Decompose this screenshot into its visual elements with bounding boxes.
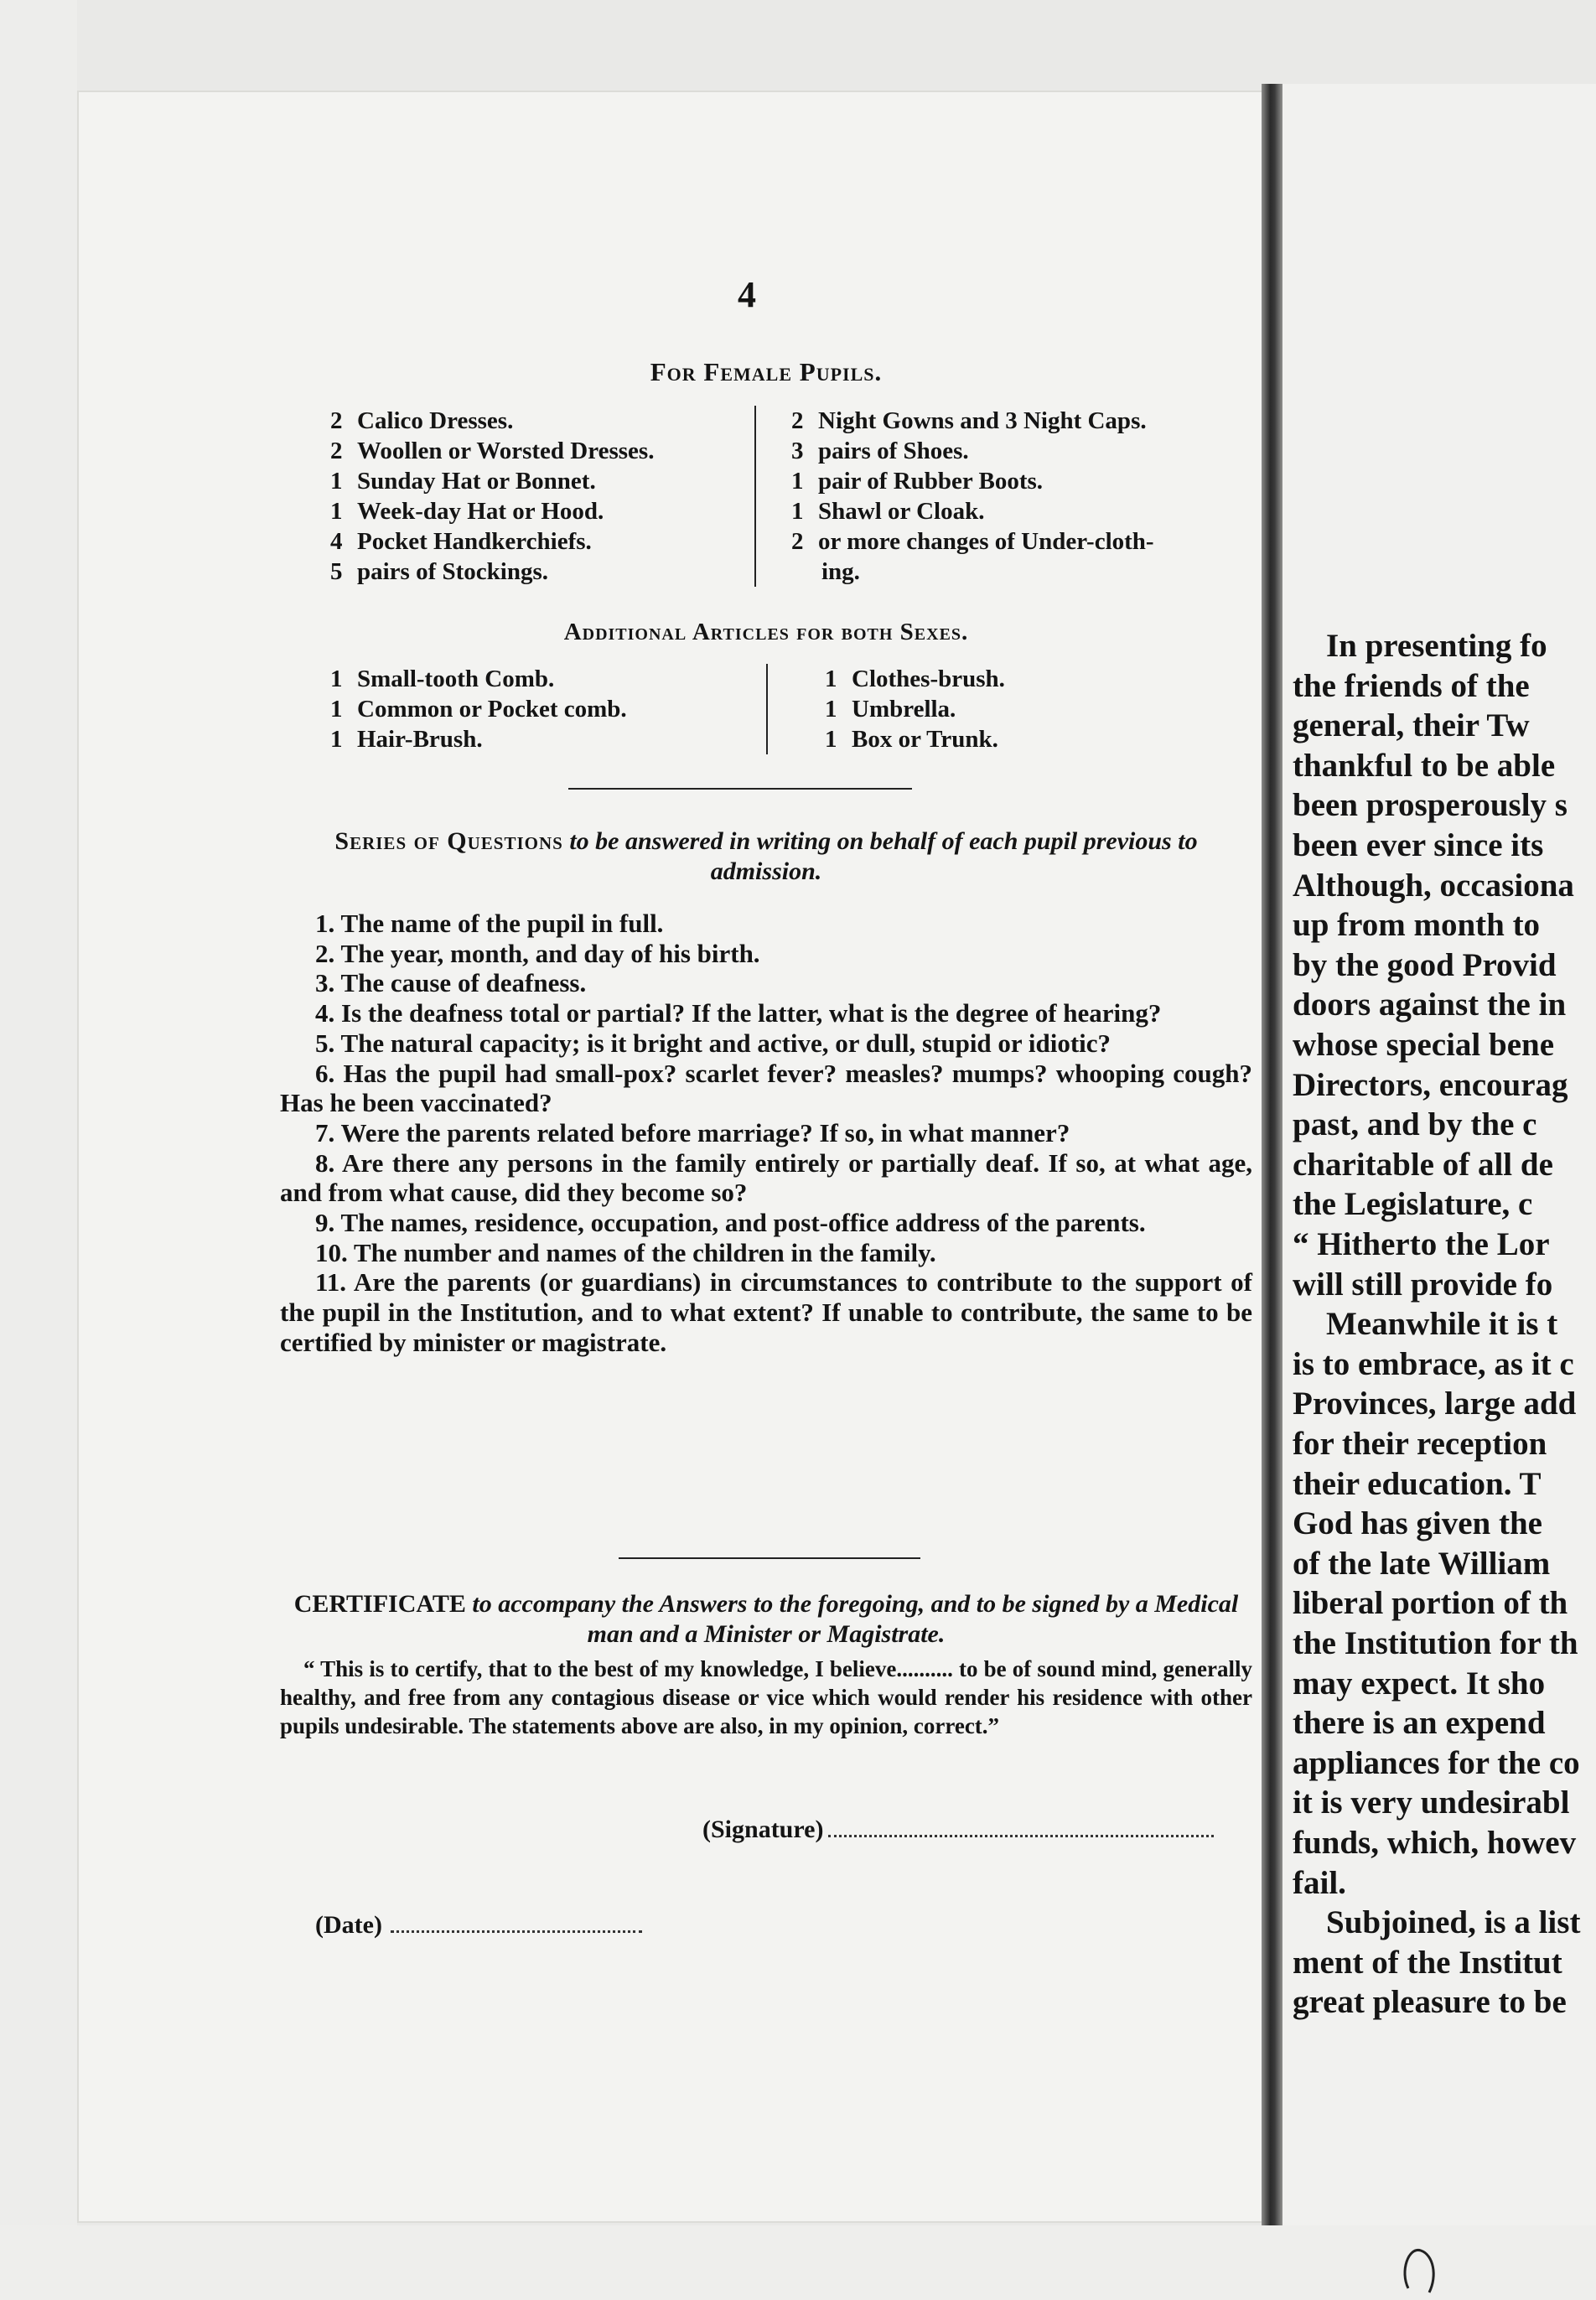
question-item: 1. The name of the pupil in full. <box>315 909 664 938</box>
question-item: 2. The year, month, and day of his birth. <box>315 938 760 968</box>
list-item <box>330 526 654 557</box>
item-text: pairs of Stockings. <box>357 558 549 585</box>
scan-background-left <box>0 0 77 2300</box>
item-text: Small-tooth Comb. <box>357 666 555 692</box>
certificate-rest: to accompany the Answers to the foregoing, and to be signed by a Medical man and a Minister or Magistrate. <box>472 1590 1239 1648</box>
right-page-line: thankful to be able <box>1293 747 1556 784</box>
right-page-line: will still provide fo <box>1293 1266 1553 1303</box>
date-line <box>315 1911 642 1940</box>
item-text: Pocket Handkerchiefs. <box>357 528 592 555</box>
series-lead: Series of Questions <box>334 827 563 855</box>
bleed-through <box>0 0 1 1</box>
additional-articles-heading: Additional Articles for both Sexes. <box>563 619 969 645</box>
right-page-line: Subjoined, is a list <box>1326 1904 1581 1941</box>
right-page-line: past, and by the c <box>1293 1106 1537 1143</box>
right-page-line: charitable of all de <box>1293 1146 1553 1183</box>
question-item: 4. Is the deafness total or partial? If the latter, what is the degree of hearing? <box>315 998 1162 1028</box>
list-item <box>330 436 654 466</box>
item-quantity: 1 <box>791 468 804 495</box>
right-page-line: up from month to <box>1293 907 1541 944</box>
question-item: 9. The names, residence, occupation, and post-office address of the parents. <box>315 1208 1146 1238</box>
signature-label: (Signature) <box>702 1816 824 1843</box>
item-quantity: 2 <box>791 528 804 555</box>
item-text: or more changes of Under-cloth- <box>818 528 1154 555</box>
item-text: ing. <box>821 558 860 585</box>
item-quantity: 5 <box>330 558 343 585</box>
right-page-line: doors against the in <box>1293 987 1567 1023</box>
list-item <box>791 466 1154 496</box>
list-item <box>330 496 654 526</box>
scan-corner-mark <box>1391 2230 1450 2297</box>
column-divider <box>754 406 756 587</box>
list-item <box>330 406 654 436</box>
right-page-line: funds, which, howev <box>1293 1825 1577 1861</box>
item-text: pairs of Shoes. <box>818 438 969 464</box>
item-text: Umbrella. <box>852 696 956 723</box>
item-quantity: 2 <box>330 438 343 464</box>
right-page-line: the friends of the <box>1293 667 1530 704</box>
list-item <box>791 496 1154 526</box>
item-quantity: 1 <box>330 468 343 495</box>
right-page-line: of the late William <box>1293 1545 1551 1582</box>
right-page-line: is to embrace, as it c <box>1293 1345 1574 1382</box>
list-item <box>791 406 1154 436</box>
additional-list-right <box>825 664 1005 754</box>
question-item: 3. The cause of deafness. <box>315 968 587 998</box>
item-quantity: 1 <box>825 726 837 753</box>
right-page-line: In presenting fo <box>1326 628 1547 664</box>
item-quantity: 1 <box>825 696 837 723</box>
list-item <box>330 557 654 587</box>
certificate-lead: CERTIFICATE <box>293 1590 466 1618</box>
signature-line <box>702 1816 1214 1844</box>
item-quantity: 1 <box>791 498 804 525</box>
right-page-line: Provinces, large add <box>1293 1386 1577 1422</box>
series-heading <box>280 826 1252 887</box>
right-page-line: ment of the Institut <box>1293 1944 1562 1981</box>
female-list-right <box>791 406 1154 587</box>
page-number: 4 <box>738 274 756 315</box>
item-quantity: 3 <box>791 438 804 464</box>
female-pupils-heading: For Female Pupils. <box>650 357 883 386</box>
right-page-line: Although, occasiona <box>1293 867 1574 904</box>
book-gutter <box>1262 84 1283 2230</box>
question-item: 8. Are there any persons in the family entirely or partially deaf. If so, at what age, and from what cause, did they become so? <box>280 1147 1252 1208</box>
list-item <box>791 436 1154 466</box>
item-text: Common or Pocket comb. <box>357 696 627 723</box>
right-page-line: by the good Provid <box>1293 946 1557 983</box>
item-text: Sunday Hat or Bonnet. <box>357 468 596 495</box>
question-item: 5. The natural capacity; is it bright and active, or dull, stupid or idiotic? <box>315 1028 1112 1058</box>
right-page-line: God has given the <box>1293 1505 1542 1542</box>
question-item: 7. Were the parents related before marriage? If so, in what manner? <box>315 1117 1070 1147</box>
list-item <box>330 724 627 754</box>
series-rest: to be answered in writing on behalf of each pupil previous to admission. <box>569 827 1198 885</box>
right-page-line: whose special bene <box>1293 1027 1554 1063</box>
questions-list <box>280 909 1252 1358</box>
question-item: 10. The number and names of the children in the family. <box>315 1237 936 1267</box>
list-item <box>825 694 1005 724</box>
item-text: Box or Trunk. <box>852 726 998 753</box>
item-text: Hair-Brush. <box>357 726 483 753</box>
right-page-line: the Institution for th <box>1293 1625 1578 1661</box>
item-quantity: 2 <box>330 407 343 434</box>
right-page-line: their education. T <box>1293 1465 1542 1502</box>
female-list-left <box>330 406 654 587</box>
right-page-line: Meanwhile it is t <box>1326 1306 1558 1343</box>
list-item <box>791 526 1154 557</box>
right-page-line: liberal portion of th <box>1293 1585 1568 1622</box>
item-quantity: 1 <box>330 696 343 723</box>
item-quantity: 2 <box>791 407 804 434</box>
right-page-line: the Legislature, c <box>1293 1186 1533 1223</box>
list-item <box>791 557 1154 587</box>
signature-dots <box>828 1835 1214 1837</box>
item-text: Week-day Hat or Hood. <box>357 498 604 525</box>
question-item: 11. Are the parents (or guardians) in circumstances to contribute to the support of the pupil in the Institution, and to what extent? If unable to contribute, the same to be certified by minister or magistrate. <box>280 1267 1252 1357</box>
right-page-line: general, their Tw <box>1293 707 1530 744</box>
right-page-line: fail. <box>1293 1864 1346 1901</box>
list-item <box>825 724 1005 754</box>
item-quantity: 4 <box>330 528 343 555</box>
certificate-body <box>280 1655 1252 1740</box>
date-dots <box>391 1930 642 1933</box>
certificate-heading <box>280 1589 1252 1650</box>
certificate-text: “ This is to certify, that to the best of my knowledge, I believe.......... to be of sound mind, generally healthy, and free from any contagious disease or vice which would render his residence with other pupils undesirable. The statements above are also, in my opinion, correct.” <box>280 1656 1252 1738</box>
right-page-line: Directors, encourag <box>1293 1066 1568 1103</box>
section-rule <box>619 1557 920 1559</box>
list-item <box>330 694 627 724</box>
additional-list-left <box>330 664 627 754</box>
list-item <box>330 664 627 694</box>
right-page-line: there is an expend <box>1293 1705 1546 1742</box>
right-page-line: appliances for the co <box>1293 1744 1580 1781</box>
item-quantity: 1 <box>330 498 343 525</box>
question-item: 6. Has the pupil had small-pox? scarlet fever? measles? mumps? whooping cough? Has he been vaccinated? <box>280 1058 1252 1118</box>
item-text: pair of Rubber Boots. <box>818 468 1044 495</box>
list-item <box>825 664 1005 694</box>
right-page-line: for their reception <box>1293 1426 1547 1462</box>
item-quantity: 1 <box>825 666 837 692</box>
column-divider <box>766 664 768 754</box>
right-page-line: it is very undesirabl <box>1293 1785 1570 1821</box>
item-text: Calico Dresses. <box>357 407 514 434</box>
scan-background-bottom <box>0 2225 1596 2300</box>
item-text: Shawl or Cloak. <box>818 498 985 525</box>
item-text: Clothes-brush. <box>852 666 1005 692</box>
item-text: Night Gowns and 3 Night Caps. <box>818 407 1147 434</box>
section-rule <box>568 788 912 790</box>
right-page-line: great pleasure to be <box>1293 1984 1567 2021</box>
list-item <box>330 466 654 496</box>
right-page-line: been ever since its <box>1293 827 1544 863</box>
item-quantity: 1 <box>330 726 343 753</box>
date-label: (Date) <box>315 1911 382 1939</box>
item-quantity: 1 <box>330 666 343 692</box>
right-page-line: “ Hitherto the Lor <box>1293 1226 1550 1262</box>
item-text: Woollen or Worsted Dresses. <box>357 438 655 464</box>
right-page-line: been prosperously s <box>1293 787 1568 824</box>
right-page-line: may expect. It sho <box>1293 1665 1546 1702</box>
right-page <box>1282 84 1596 2230</box>
